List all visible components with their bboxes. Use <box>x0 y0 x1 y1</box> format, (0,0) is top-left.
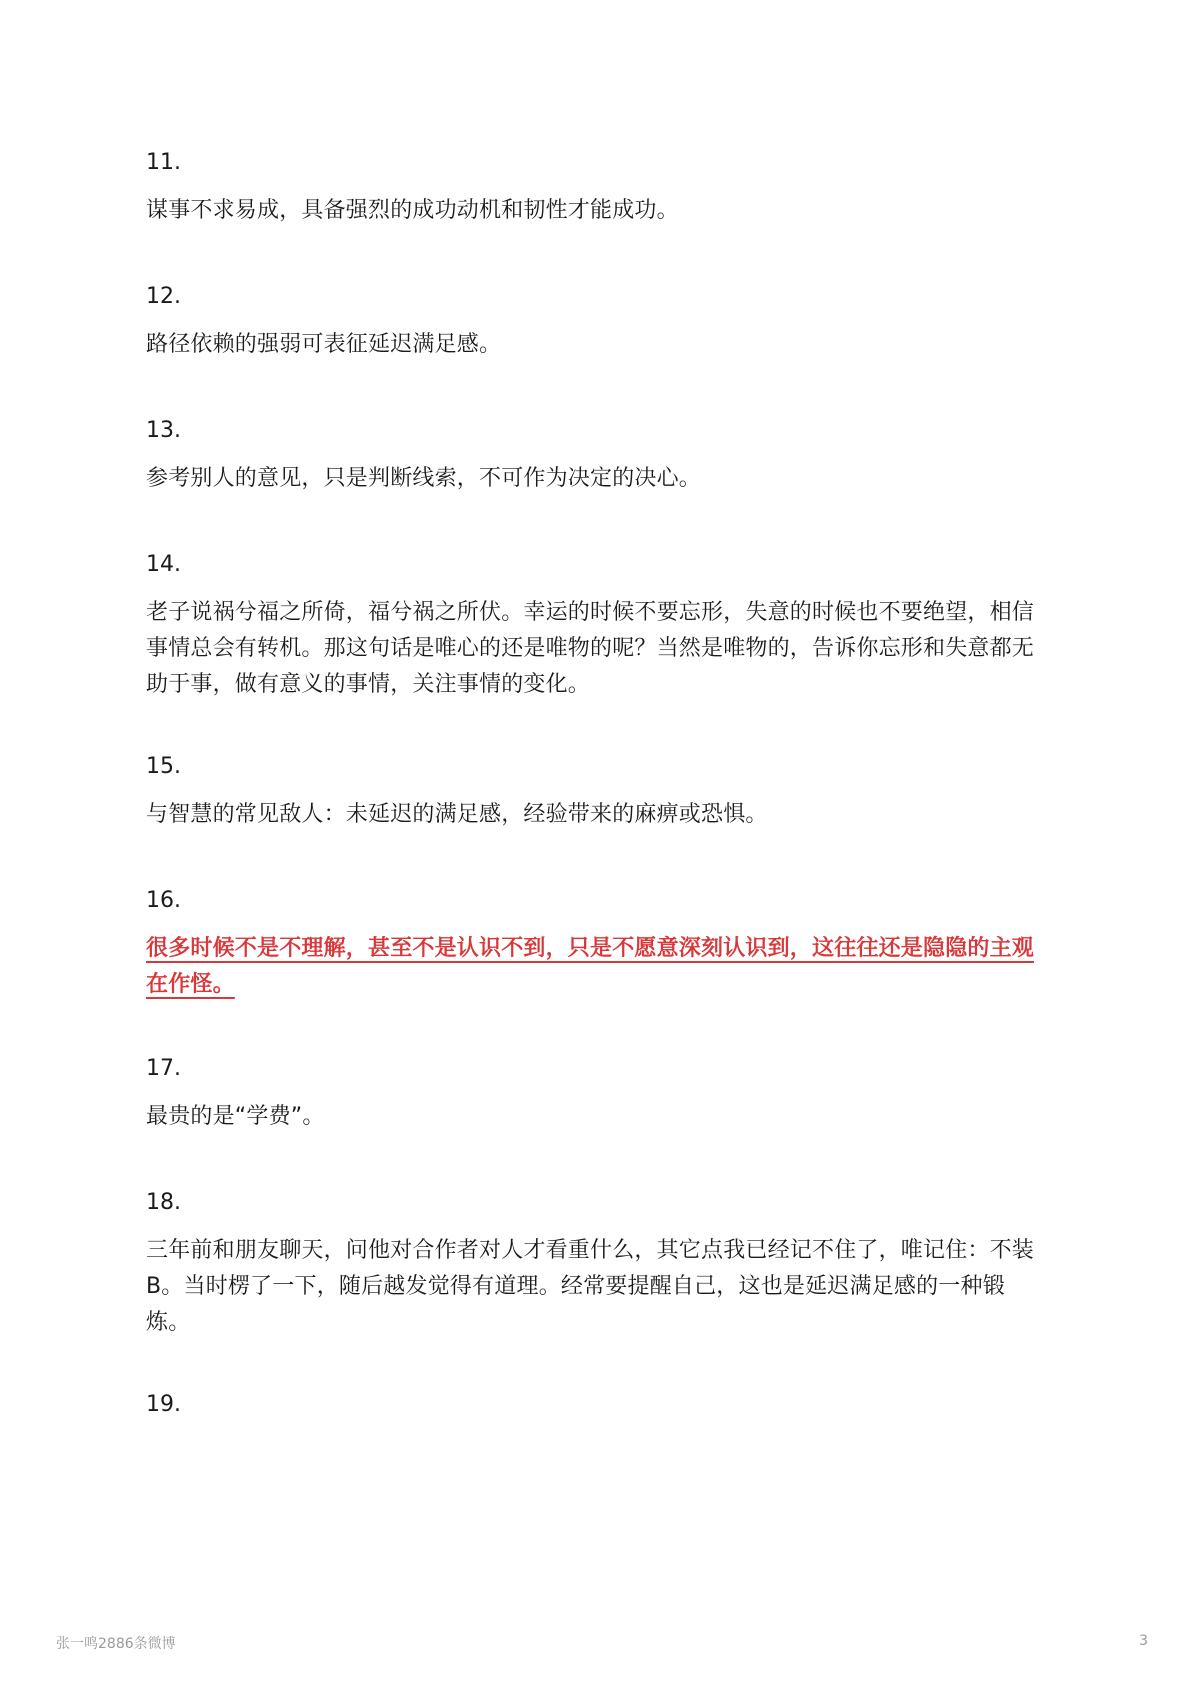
entry-number: 12. <box>146 284 181 309</box>
entry-11 <box>146 147 1046 281</box>
entry-number: 19. <box>146 1392 181 1417</box>
entry-number: 11. <box>146 150 181 175</box>
footer-source: 张一鸣2886条微博 <box>56 1636 176 1652</box>
entry-19 <box>146 1389 1046 1449</box>
entry-text: 参考别人的意见，只是判断线索，不可作为决定的决心。 <box>146 466 702 491</box>
entry-text: 三年前和朋友聊天，问他对合作者对人才看重什么，其它点我已经记不住了，唯记住：不装 B。当时楞了一下，随后越发觉得有道理。经常要提醒自己，这也是延迟满足感的一种锻炼。 <box>146 1238 1035 1335</box>
highlighted-text <box>146 931 1046 1003</box>
entry-number: 13. <box>146 418 181 443</box>
entry-number: 15. <box>146 754 181 779</box>
entry-13 <box>146 415 1046 549</box>
entry-text: 老子说祸兮福之所倚，福兮祸之所伏。幸运的时候不要忘形，失意的时候也不要绝望，相信事情总会有转机。那这句话是唯心的还是唯物的呢？当然是唯物的，告诉你忘形和失意都无助于事，做有意义的事情，关注事情的变化。 <box>146 600 1035 697</box>
entry-text: 谋事不求易成，具备强烈的成功动机和韧性才能成功。 <box>146 198 679 223</box>
entry-16 <box>146 885 1046 1053</box>
page-number: 3 <box>1139 1633 1148 1649</box>
entry-18 <box>146 1187 1046 1389</box>
document-body <box>146 147 1046 1449</box>
entry-number: 16. <box>146 888 181 913</box>
entry-text: 与智慧的常见敌人：未延迟的满足感，经验带来的麻痹或恐惧。 <box>146 802 768 827</box>
entry-12 <box>146 281 1046 415</box>
entry-text: 最贵的是“学费”。 <box>146 1104 325 1129</box>
entry-17 <box>146 1053 1046 1187</box>
entry-14 <box>146 549 1046 751</box>
entry-number: 17. <box>146 1056 181 1081</box>
entry-number: 18. <box>146 1190 181 1215</box>
entry-number: 14. <box>146 552 181 577</box>
highlighted-text-underline: 很多时候不是不理解，甚至不是认识不到，只是不愿意深刻认识到，这往往还是隐隐的主观在作怪。 <box>146 936 1035 997</box>
entry-15 <box>146 751 1046 885</box>
entry-text: 路径依赖的强弱可表征延迟满足感。 <box>146 332 502 357</box>
